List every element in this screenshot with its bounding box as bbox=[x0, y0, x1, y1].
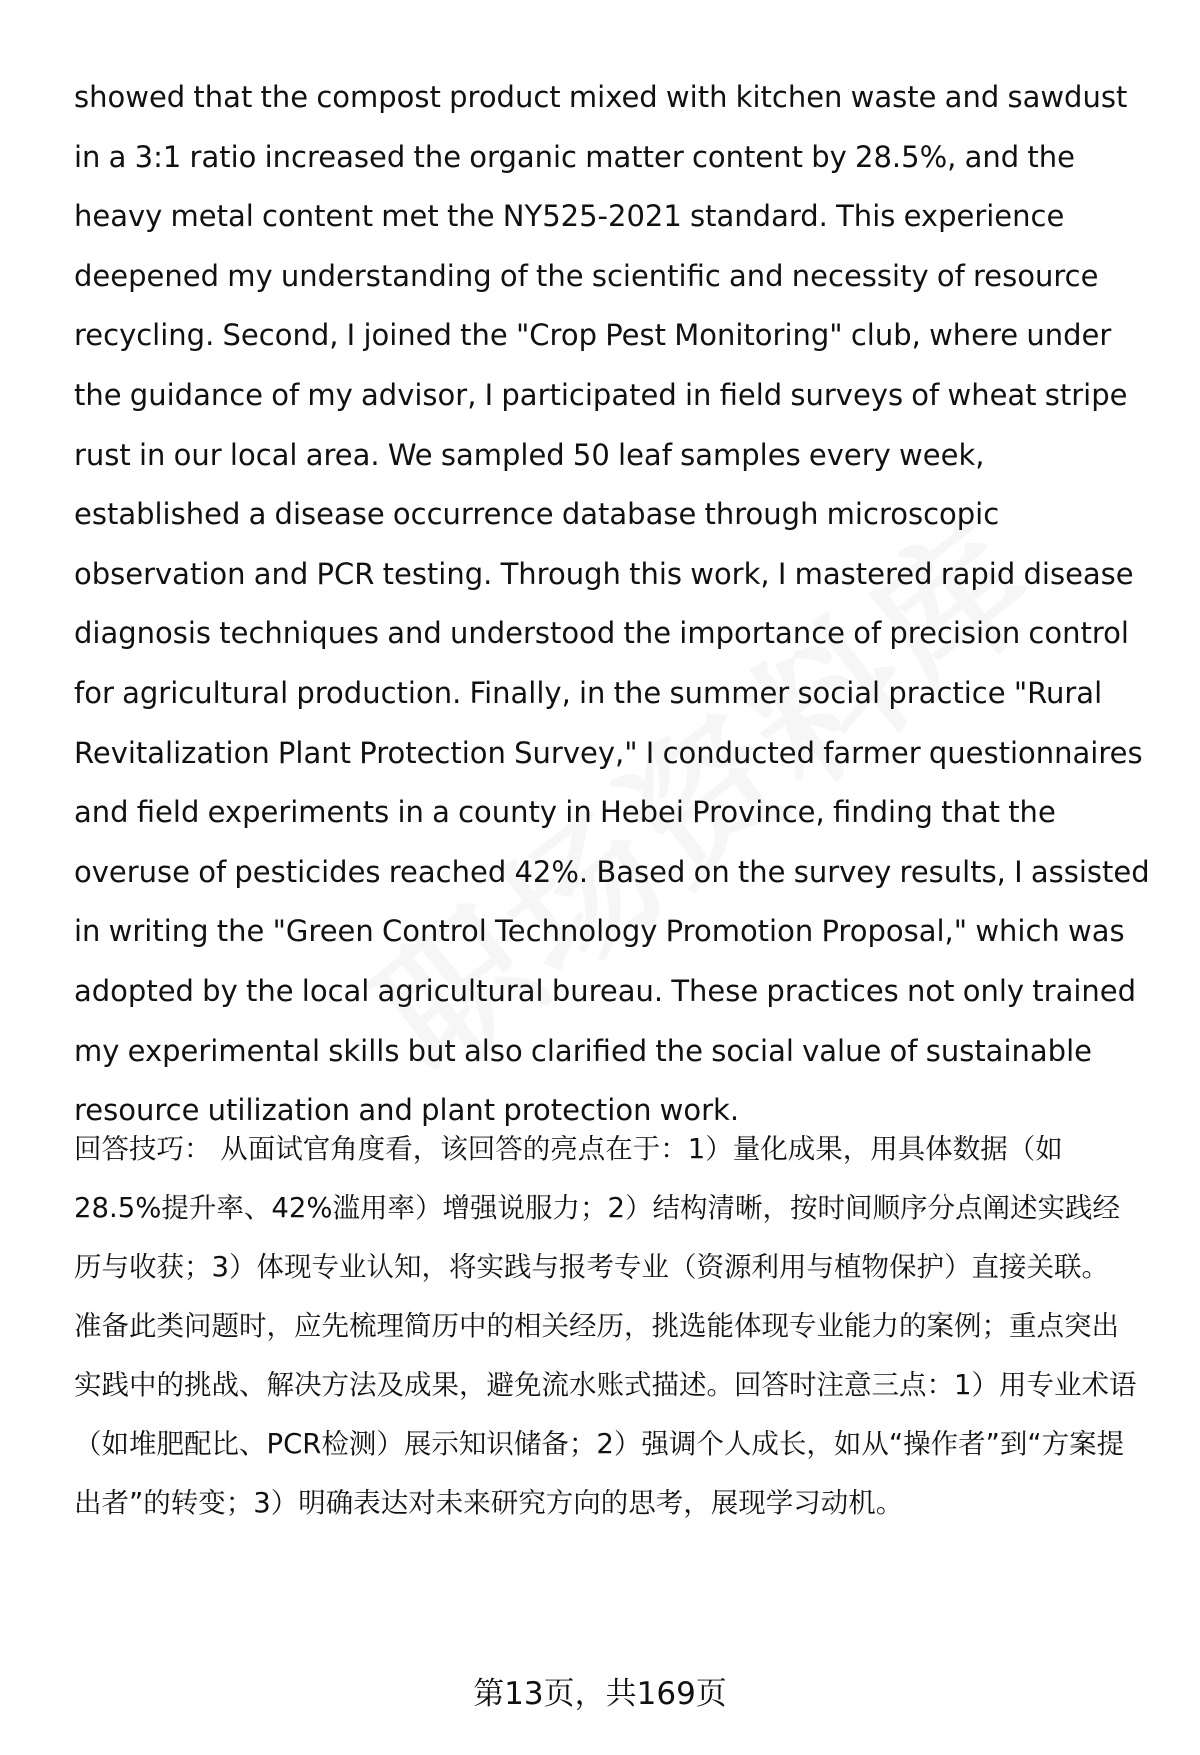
answer-paragraph: showed that the compost product mixed with kitchen waste and sawdust in a 3:1 ratio increased the organic matter content by 28.5%, and the heavy metal content met the NY525-2021 standard. This experience deepened my understanding of the scientific and necessity of resource recycling. Second, I joined the "Crop Pest Monitoring" club, where under the guidance of my advisor, I participated in field surveys of wheat stripe rust in our local area. We sampled 50 leaf samples every week, established a disease occurrence database through microscopic observation and PCR testing. Through this work, I mastered rapid disease diagnosis techniques and understood the importance of precision control for agricultural production. Finally, in the summer social practice "Rural Revitalization Plant Protection Survey," I conducted farmer questionnaires and field experiments in a county in Hebei Province, finding that the overuse of pesticides reached 42%. Based on the survey results, I assisted in writing the "Green Control Technology Promotion Proposal," which was adopted by the local agricultural bureau. These practices not only trained my experimental skills but also clarified the social value of sustainable resource utilization and plant protection work. bbox=[74, 80, 1150, 1128]
preparation-paragraph: 准备此类问题时，应先梳理简历中的相关经历，挑选能体现专业能力的案例；重点突出实践中的挑战、解决方法及成果，避免流水账式描述。回答时注意三点：1）用专业术语（如堆肥配比、PCR检测）展示知识储备；2）强调个人成长，如从“操作者”到“方案提出者”的转变；3）明确表达对未来研究方向的思考，展现学习动机。 bbox=[74, 1310, 1137, 1519]
answer-tips-paragraph: 回答技巧： 从面试官角度看，该回答的亮点在于：1）量化成果，用具体数据（如28.5%提升率、42%滥用率）增强说服力；2）结构清晰，按时间顺序分点阐述实践经历与收获；3）体现专业认知，将实践与报考专业（资源利用与植物保护）直接关联。 bbox=[74, 1133, 1120, 1283]
tips-section bbox=[74, 1120, 1144, 1533]
page-number: 第13页，共169页 bbox=[473, 1676, 727, 1712]
